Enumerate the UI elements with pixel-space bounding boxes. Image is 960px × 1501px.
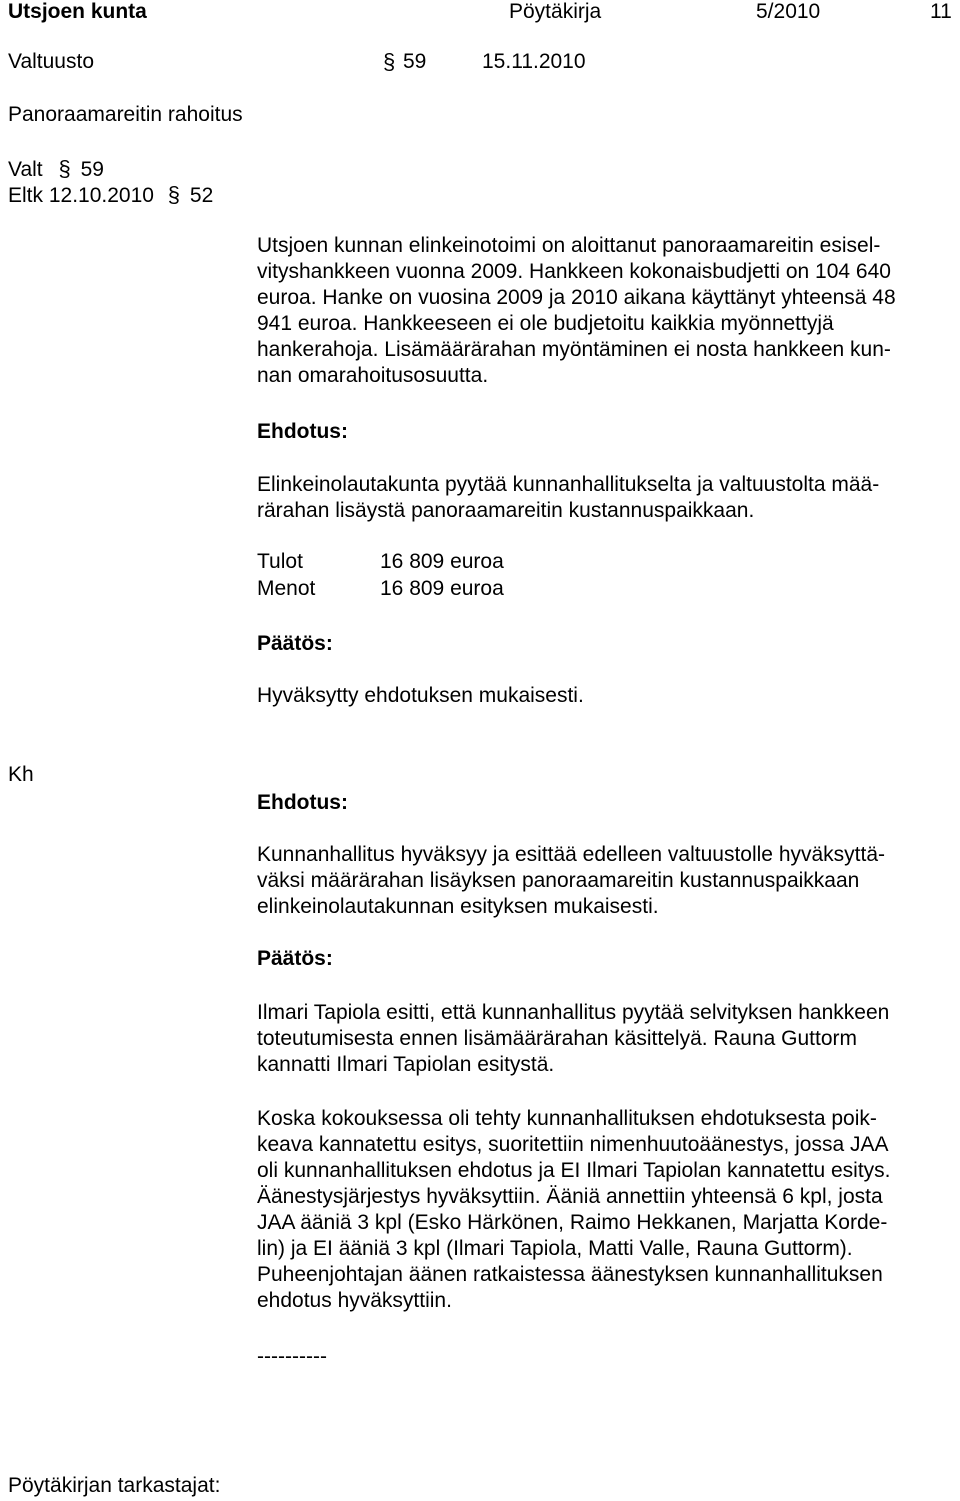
item-title: Panoraamareitin rahoitus	[8, 103, 243, 126]
eltk-intro	[257, 233, 957, 389]
budget-income-label: Tulot	[257, 550, 303, 573]
footer-reviewers-label: Pöytäkirjan tarkastajat:	[8, 1474, 221, 1497]
kh-decision-para-2	[257, 1106, 957, 1314]
eltk-proposal-text: Elinkeinolautakunta pyytää kunnanhallitukselta ja valtuustolta mää- rärahan lisäystä panoraamareitin kustannuspaikkaan.	[257, 473, 880, 522]
header-doc-number: 5/2010	[756, 0, 821, 23]
section-symbol: §	[58, 156, 71, 181]
header-body-name: Valtuusto	[8, 50, 94, 73]
kh-decision-label: Päätös:	[257, 947, 333, 970]
budget-expense-label: Menot	[257, 577, 316, 600]
header-date: 15.11.2010	[482, 50, 586, 73]
header-section-symbol: §	[383, 49, 396, 74]
ref-body: Valt	[8, 158, 43, 181]
kh-proposal-label: Ehdotus:	[257, 791, 348, 814]
ref-number: 59	[80, 158, 104, 181]
kh-decision-text-2: Koska kokouksessa oli tehty kunnanhallituksen ehdotuksesta poik- keava kannatettu esitys, suoritettiin nimenhuutoäänestys, jossa JAA oli kunnanhallituksen ehdotus ja EI Ilmari Tapiolan kannatettu esitys. Äänestysjärjestys hyväksyttiin. Ääniä annettiin yhteensä 6 kpl, josta JAA ääniä 3 kpl (Esko Härkönen, Raimo Hekkanen, Marjatta Korde- lin) ja EI ääniä 3 kpl (Ilmari Tapiola, Matti Valle, Rauna Guttorm). Puheenjohtajan äänen ratkaistessa äänestyksen kunnanhallituksen ehdotus hyväksyttiin.	[257, 1107, 891, 1312]
header-doc-type: Pöytäkirja	[509, 0, 602, 23]
budget-income-value: 16 809 euroa	[380, 550, 504, 573]
kh-decision-text-1: Ilmari Tapiola esitti, että kunnanhallitus pyytää selvityksen hankkeen toteutumisesta ennen lisämäärärahan käsittelyä. Rauna Guttorm kannatti Ilmari Tapiolan esitystä.	[257, 1001, 890, 1076]
header-page-number: 11	[930, 0, 952, 23]
budget-expense-value: 16 809 euroa	[380, 577, 504, 600]
eltk-proposal-label: Ehdotus:	[257, 420, 348, 443]
ref-body: Eltk 12.10.2010	[8, 184, 154, 207]
eltk-intro-text: Utsjoen kunnan elinkeinotoimi on aloittanut panoraamareitin esisel- vityshankkeen vuonna 2009. Hankkeen kokonaisbudjetti on 104 640 euroa. Hanke on vuosina 2009 ja 2010 aikana käyttänyt yhteensä 48 941 euroa. Hankkeeseen ei ole budjetoitu kaikkia myönnettyjä hankerahoja. Lisämäärärahan myöntäminen ei nosta hankkeen kun- nan omarahoitusosuutta.	[257, 234, 896, 387]
kh-proposal-text: Kunnanhallitus hyväksyy ja esittää edelleen valtuustolle hyväksyttä- väksi määrärahan lisäyksen panoraamareitin kustannuspaikkaan elinkeinolautakunnan esityksen mukaisesti.	[257, 843, 886, 918]
eltk-proposal	[257, 472, 957, 524]
kh-decision-para-1	[257, 1000, 957, 1078]
ref-eltk	[8, 182, 213, 208]
eltk-decision-text: Hyväksytty ehdotuksen mukaisesti.	[257, 684, 584, 707]
kh-marker: Kh	[8, 763, 34, 786]
eltk-decision-label: Päätös:	[257, 632, 333, 655]
ref-number: 52	[189, 184, 214, 207]
header-org: Utsjoen kunta	[8, 0, 147, 23]
header-section-number: 59	[403, 50, 427, 73]
section-separator: ----------	[257, 1345, 327, 1368]
kh-proposal	[257, 842, 957, 920]
ref-valt	[8, 156, 104, 182]
section-symbol: §	[167, 182, 181, 207]
